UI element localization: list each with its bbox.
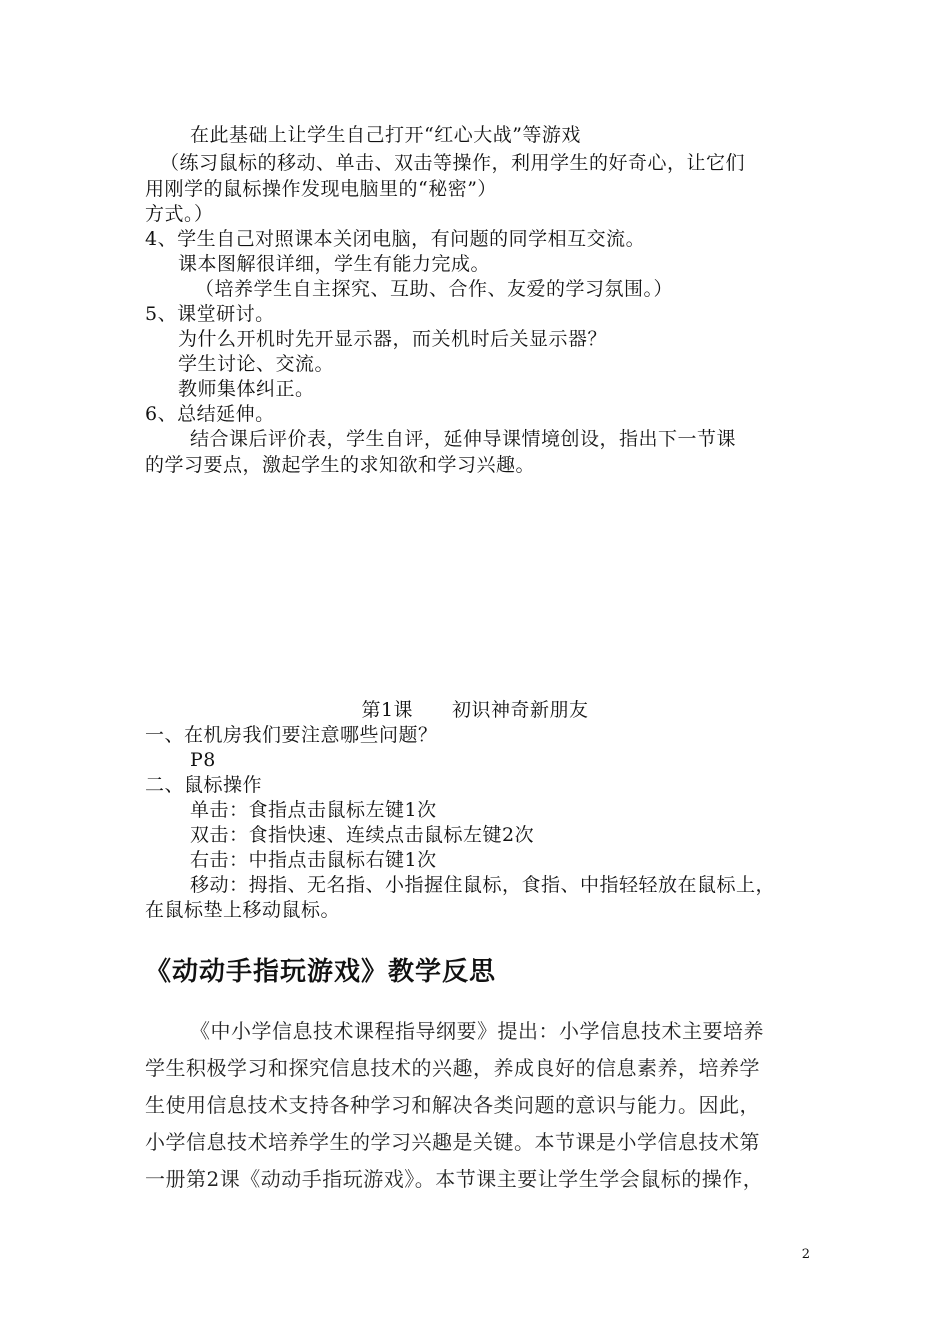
text-line: 课本图解很详细，学生有能力完成。 <box>178 253 491 275</box>
text-line: P8 <box>190 749 216 771</box>
text-line: 一、在机房我们要注意哪些问题？ <box>145 724 438 746</box>
text-line: 学生讨论、交流。 <box>178 353 335 375</box>
paragraph-line: 小学信息技术培养学生的学习兴趣是关键。本节课是小学信息技术第 <box>145 1130 760 1154</box>
text-line: 在此基础上让学生自己打开“红心大战”等游戏 <box>190 124 581 146</box>
text-line: 为什么开机时先开显示器，而关机时后关显示器？ <box>178 328 608 350</box>
text-line: 单击：食指点击鼠标左键1次 <box>190 799 437 821</box>
text-line: （培养学生自主探究、互助、合作、友爱的学习氛围。） <box>195 278 674 300</box>
paragraph-line: 《中小学信息技术课程指导纲要》提出：小学信息技术主要培养 <box>190 1019 764 1043</box>
text-line: 的学习要点，激起学生的求知欲和学习兴趣。 <box>145 454 536 476</box>
paragraph-line: 学生积极学习和探究信息技术的兴趣，养成良好的信息素养，培养学 <box>145 1056 760 1080</box>
text-line: 6、总结延伸。 <box>145 403 275 425</box>
text-line: 教师集体纠正。 <box>178 378 315 400</box>
text-line: 结合课后评价表，学生自评，延伸导课情境创设，指出下一节课 <box>190 428 737 450</box>
page-number: 2 <box>801 1247 810 1262</box>
text-line: 方式。） <box>145 203 214 225</box>
text-line: 5、课堂研讨。 <box>145 303 275 325</box>
text-line: 用刚学的鼠标操作发现电脑里的“秘密”） <box>145 178 497 200</box>
lesson-title: 第1课 初识神奇新朋友 <box>361 699 589 721</box>
text-line: （练习鼠标的移动、单击、双击等操作，利用学生的好奇心，让它们 <box>160 152 746 174</box>
paragraph-line: 生使用信息技术支持各种学习和解决各类问题的意识与能力。因此， <box>145 1093 760 1117</box>
text-line: 移动：拇指、无名指、小指握住鼠标，食指、中指轻轻放在鼠标上， <box>190 874 776 896</box>
text-line: 4、学生自己对照课本关闭电脑，有问题的同学相互交流。 <box>145 228 646 250</box>
text-line: 二、鼠标操作 <box>145 774 263 796</box>
text-line: 双击：食指快速、连续点击鼠标左键2次 <box>190 824 535 846</box>
text-line: 在鼠标垫上移动鼠标。 <box>145 899 341 921</box>
paragraph-line: 一册第2课《动动手指玩游戏》。本节课主要让学生学会鼠标的操作， <box>145 1167 764 1191</box>
reflection-heading: 《动动手指玩游戏》教学反思 <box>145 957 497 987</box>
text-line: 右击：中指点击鼠标右键1次 <box>190 849 437 871</box>
